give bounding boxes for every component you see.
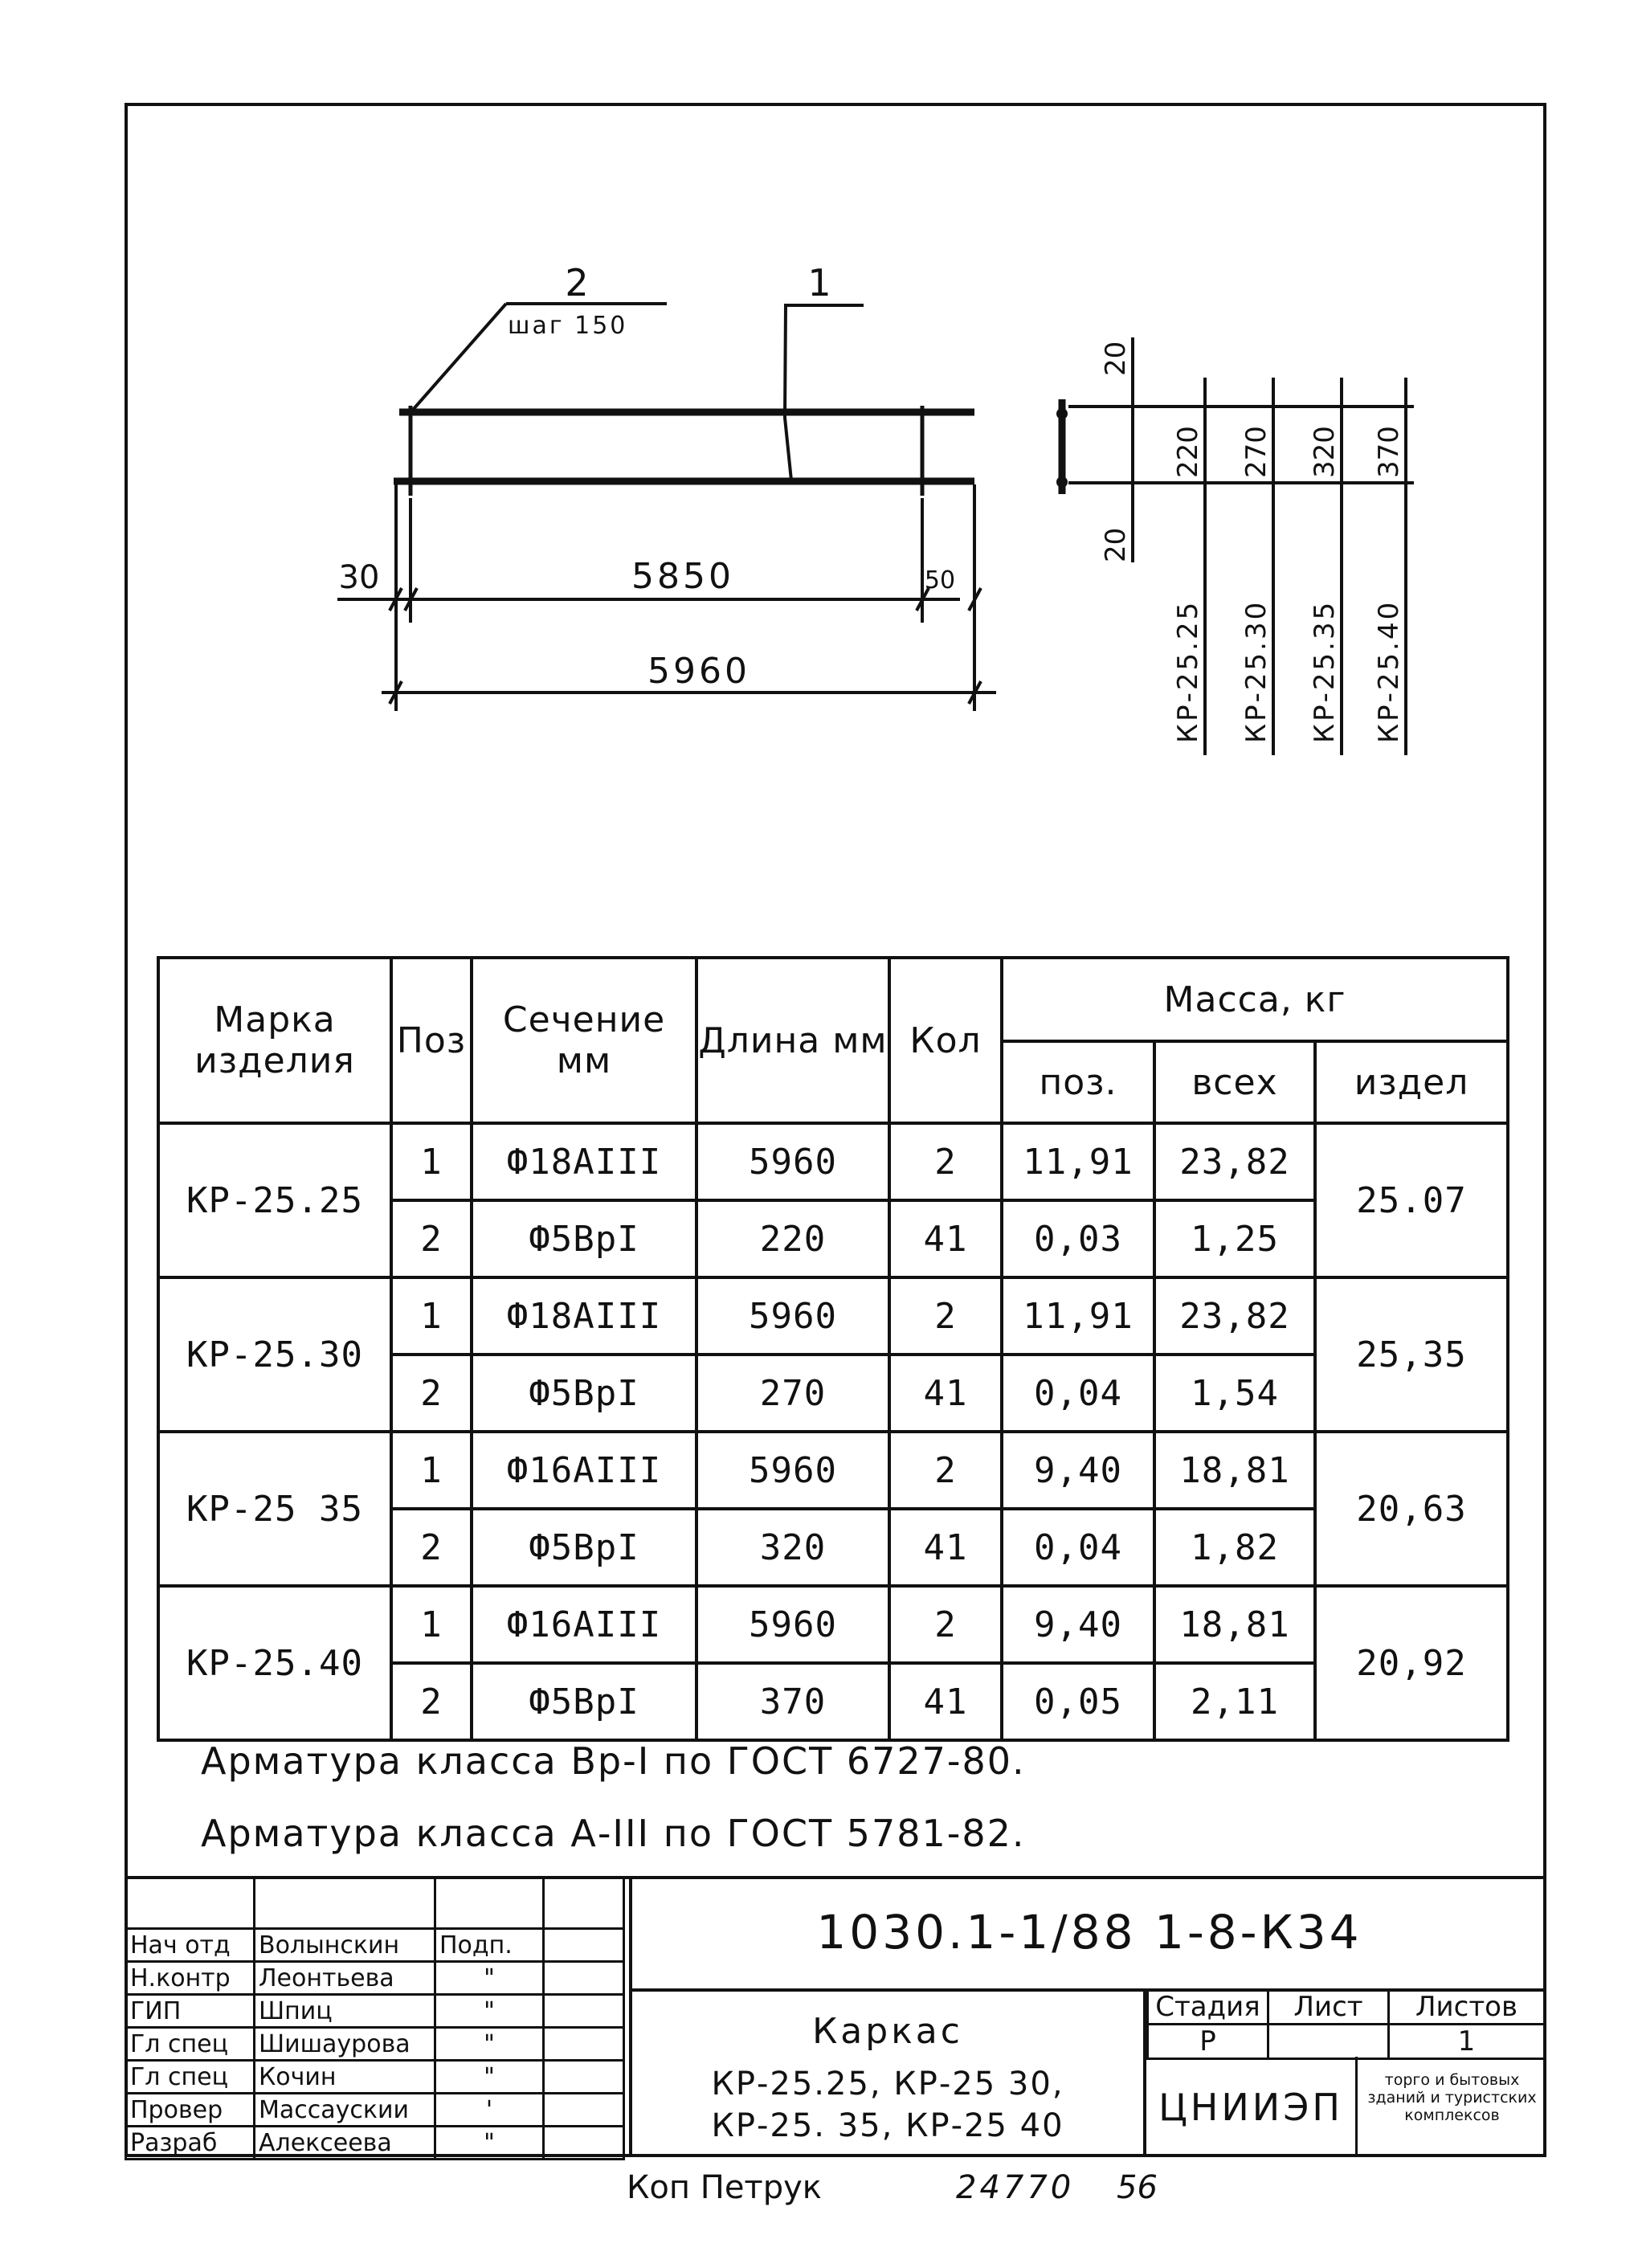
- length-cell: 370: [696, 1663, 889, 1740]
- mass-all-cell: 2,11: [1154, 1663, 1315, 1740]
- mark-cell: КР-25 35: [158, 1432, 391, 1586]
- mass-pos-cell: 9,40: [1002, 1432, 1154, 1509]
- length-cell: 5960: [696, 1432, 889, 1509]
- mass-item-cell: 25,35: [1315, 1277, 1508, 1432]
- signature-role: ГИП: [126, 1995, 255, 2028]
- table-row: [158, 1432, 1508, 1509]
- signature-role: Н.контр: [126, 1962, 255, 1995]
- length-cell: 320: [696, 1509, 889, 1586]
- section-cell: Ф16АIII: [472, 1586, 696, 1663]
- qty-cell: 41: [889, 1200, 1002, 1277]
- signature-name: Леонтьева: [255, 1962, 435, 1995]
- mass-pos-cell: 11,91: [1002, 1123, 1154, 1200]
- signature-name: Алексеева: [255, 2127, 435, 2160]
- section-bottom-dim: 20: [1100, 527, 1132, 562]
- table-row: [158, 1123, 1508, 1200]
- note-1: Арматура класса Вр-I по ГОСТ 6727-80.: [201, 1739, 1026, 1783]
- signature-table: [125, 1876, 625, 2160]
- section-cell: Ф18АIII: [472, 1123, 696, 1200]
- mass-pos-cell: 0,04: [1002, 1509, 1154, 1586]
- qty-cell: 41: [889, 1355, 1002, 1432]
- qty-cell: 41: [889, 1509, 1002, 1586]
- header-qty: Кол: [889, 958, 1002, 1123]
- sheets-value: 1: [1389, 2025, 1545, 2059]
- table-row: [158, 1277, 1508, 1355]
- document-code: 1030.1-1/88 1-8-К34: [632, 1876, 1546, 1992]
- mass-all-cell: 23,82: [1154, 1277, 1315, 1355]
- section-cell: Ф5ВрI: [472, 1663, 696, 1740]
- header-mass: Масса, кг: [1002, 958, 1508, 1041]
- signature-sign: ": [435, 2061, 544, 2094]
- section-cell: Ф5ВрI: [472, 1355, 696, 1432]
- signature-sign: ": [435, 1995, 544, 2028]
- header-mark: Марка изделия: [158, 958, 391, 1123]
- qty-cell: 41: [889, 1663, 1002, 1740]
- header-mass-item: издел: [1315, 1041, 1508, 1123]
- pos1-label: 1: [807, 261, 831, 304]
- signature-row: [126, 2094, 624, 2127]
- signature-row: [126, 2028, 624, 2061]
- dim-50-label: 50: [924, 566, 956, 595]
- document-title-area: [632, 1988, 1146, 2157]
- qty-cell: 2: [889, 1586, 1002, 1663]
- mass-all-cell: 23,82: [1154, 1123, 1315, 1200]
- section-cell: Ф18АIII: [472, 1277, 696, 1355]
- table-row: [158, 1586, 1508, 1663]
- section-dim-4: 370: [1373, 426, 1405, 478]
- signature-row: [126, 2061, 624, 2094]
- pos-cell: 1: [391, 1432, 472, 1509]
- signature-name: Шишаурова: [255, 2028, 435, 2061]
- pos-cell: 1: [391, 1586, 472, 1663]
- section-cell: Ф16АIII: [472, 1432, 696, 1509]
- specification-table: [157, 956, 1509, 1742]
- signature-sign: ": [435, 2127, 544, 2160]
- pos2-step-label: шаг 150: [508, 312, 628, 340]
- organization-block: [1146, 2057, 1546, 2157]
- section-mark-3: КР-25.35: [1309, 599, 1341, 743]
- pos-cell: 2: [391, 1509, 472, 1586]
- length-cell: 5960: [696, 1123, 889, 1200]
- organization-name: торго и бытовых зданий и туристских комплексов: [1367, 2071, 1537, 2124]
- signature-sign: ': [435, 2094, 544, 2127]
- pos-cell: 1: [391, 1123, 472, 1200]
- signature-sign: Подп.: [435, 1929, 544, 1962]
- qty-cell: 2: [889, 1123, 1002, 1200]
- sheets-header: Листов: [1389, 1990, 1545, 2025]
- header-length: Длина мм: [696, 958, 889, 1123]
- length-cell: 5960: [696, 1277, 889, 1355]
- dim-5850-label: 5850: [631, 556, 734, 597]
- signature-row: [126, 2127, 624, 2160]
- signature-row: [126, 1995, 624, 2028]
- pos-cell: 2: [391, 1200, 472, 1277]
- mass-pos-cell: 0,03: [1002, 1200, 1154, 1277]
- mass-all-cell: 1,25: [1154, 1200, 1315, 1277]
- header-mass-all: всех: [1154, 1041, 1315, 1123]
- mass-all-cell: 1,54: [1154, 1355, 1315, 1432]
- section-mark-1: КР-25.25: [1172, 599, 1204, 743]
- pos-cell: 2: [391, 1355, 472, 1432]
- copied-by: Коп Петрук: [627, 2169, 822, 2206]
- qty-cell: 2: [889, 1277, 1002, 1355]
- signature-role: Гл спец: [126, 2028, 255, 2061]
- mark-cell: КР-25.40: [158, 1586, 391, 1740]
- dim-5960-label: 5960: [647, 651, 750, 692]
- mass-pos-cell: 11,91: [1002, 1277, 1154, 1355]
- signature-sign: ": [435, 1962, 544, 1995]
- length-cell: 270: [696, 1355, 889, 1432]
- section-mark-2: КР-25.30: [1240, 599, 1272, 743]
- signature-row: [126, 1962, 624, 1995]
- document-title: Каркас: [812, 2011, 963, 2052]
- mass-pos-cell: 0,04: [1002, 1355, 1154, 1432]
- mass-item-cell: 25.07: [1315, 1123, 1508, 1277]
- stage-value: Р: [1148, 2025, 1268, 2059]
- section-dim-2: 270: [1240, 426, 1272, 478]
- header-section: Сечение мм: [472, 958, 696, 1123]
- signature-name: Массаускии: [255, 2094, 435, 2127]
- title-block: [125, 1876, 1546, 2157]
- signature-role: Провер: [126, 2094, 255, 2127]
- mark-cell: КР-25.25: [158, 1123, 391, 1277]
- mass-all-cell: 18,81: [1154, 1586, 1315, 1663]
- header-mass-pos: поз.: [1002, 1041, 1154, 1123]
- sheet-header: Лист: [1268, 1990, 1389, 2025]
- section-top-dim: 20: [1100, 341, 1132, 376]
- header-pos: Поз: [391, 958, 472, 1123]
- mass-pos-cell: 9,40: [1002, 1586, 1154, 1663]
- signature-role: Гл спец: [126, 2061, 255, 2094]
- signature-sign: ": [435, 2028, 544, 2061]
- mass-item-cell: 20,92: [1315, 1586, 1508, 1740]
- signature-role: Разраб: [126, 2127, 255, 2160]
- mass-item-cell: 20,63: [1315, 1432, 1508, 1586]
- sheet-value: [1268, 2025, 1389, 2059]
- mass-pos-cell: 0,05: [1002, 1663, 1154, 1740]
- signature-row: [126, 1929, 624, 1962]
- signature-name: Кочин: [255, 2061, 435, 2094]
- dim-30-label: 30: [338, 559, 380, 596]
- archive-number: 24770: [956, 2169, 1075, 2206]
- pos-cell: 2: [391, 1663, 472, 1740]
- signature-role: Нач отд: [126, 1929, 255, 1962]
- pos2-label: 2: [565, 261, 589, 304]
- qty-cell: 2: [889, 1432, 1002, 1509]
- signature-name: Волынскин: [255, 1929, 435, 1962]
- mass-all-cell: 18,81: [1154, 1432, 1315, 1509]
- note-2: Арматура класса А-III по ГОСТ 5781-82.: [201, 1812, 1026, 1855]
- section-cell: Ф5ВрI: [472, 1509, 696, 1586]
- section-dim-3: 320: [1309, 426, 1341, 478]
- document-title-items: КР-25.25, КР-25 30, КР-25. 35, КР-25 40: [711, 2066, 1064, 2144]
- page-number: 56: [1117, 2169, 1158, 2206]
- section-cell: Ф5ВрI: [472, 1200, 696, 1277]
- length-cell: 5960: [696, 1586, 889, 1663]
- mark-cell: КР-25.30: [158, 1277, 391, 1432]
- section-mark-4: КР-25.40: [1373, 599, 1405, 743]
- section-dim-1: 220: [1172, 426, 1204, 478]
- length-cell: 220: [696, 1200, 889, 1277]
- mass-all-cell: 1,82: [1154, 1509, 1315, 1586]
- section-drawing: [0, 0, 1638, 924]
- signature-name: Шпиц: [255, 1995, 435, 2028]
- organization-code: ЦНИИЭП: [1146, 2057, 1358, 2157]
- stage-header: Стадия: [1148, 1990, 1268, 2025]
- pos-cell: 1: [391, 1277, 472, 1355]
- title-block-main: [629, 1876, 1546, 2157]
- stage-table: [1146, 1988, 1546, 2060]
